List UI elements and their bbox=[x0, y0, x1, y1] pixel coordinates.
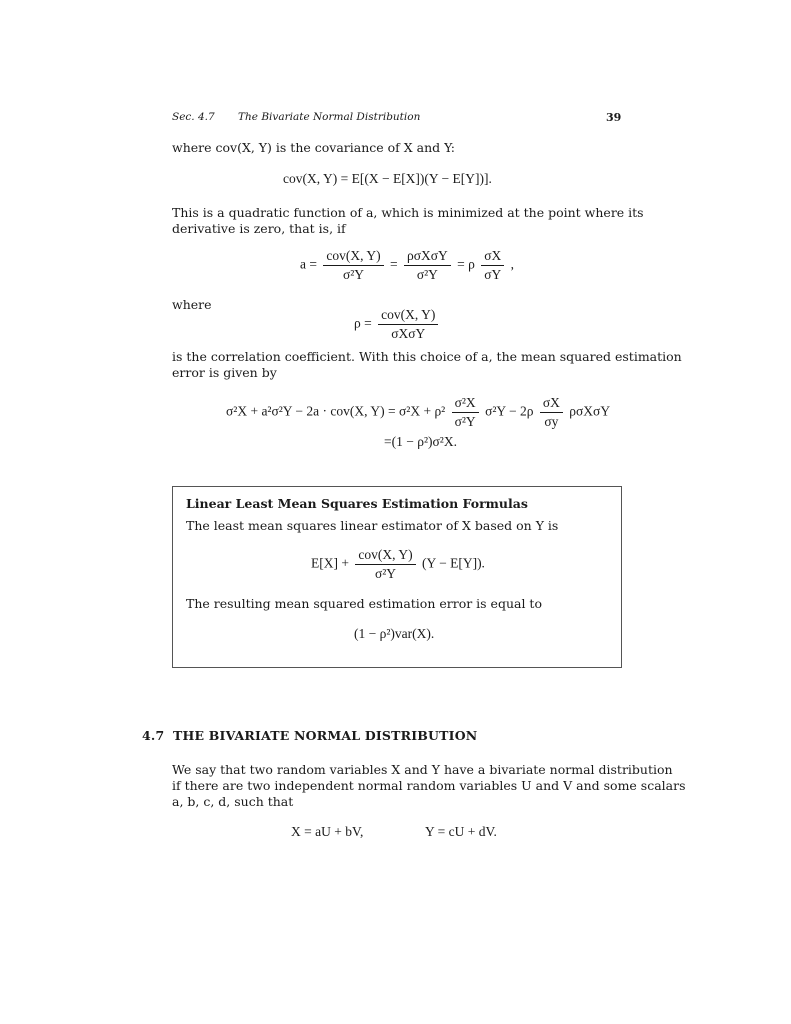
header-section: Sec. 4.7 bbox=[172, 111, 215, 123]
box-eq-rhs: (Y − E[Y]). bbox=[421, 555, 485, 571]
paragraph-quadratic-line1: This is a quadratic function of a, which is minimized at the point where its bbox=[172, 205, 644, 220]
eq-mse-frac1 bbox=[452, 395, 479, 430]
equation-y: Y = cU + dV. bbox=[425, 824, 497, 839]
eq-a-eq2: = bbox=[389, 256, 398, 272]
page-number: 39 bbox=[606, 111, 622, 124]
box-line1: The least mean squares linear estimator of X based on Y is bbox=[186, 518, 559, 533]
equation-mse-line2: =(1 − ρ²)σ²X. bbox=[384, 434, 457, 449]
eq-a-eq3: = ρ bbox=[457, 256, 475, 272]
paragraph-correlation-line2: error is given by bbox=[172, 365, 277, 380]
box-title: Linear Least Mean Squares Estimation Formulas bbox=[186, 496, 528, 511]
eq-a-frac1-num: cov(X, Y) bbox=[323, 248, 383, 266]
eq-mse-lhs: σ²X + a²σ²Y − 2a · cov(X, Y) = bbox=[226, 403, 396, 419]
paragraph-bivariate-line3: a, b, c, d, such that bbox=[172, 794, 294, 809]
eq-a-lhs: a = bbox=[300, 256, 317, 272]
label-where: where bbox=[172, 297, 212, 312]
eq-mse-frac1-den: σ²Y bbox=[454, 414, 476, 429]
header-title: The Bivariate Normal Distribution bbox=[238, 111, 421, 123]
eq-a-frac2-den: σ²Y bbox=[416, 267, 438, 282]
paragraph-bivariate-line2: if there are two independent normal random variables U and V and some scalars bbox=[172, 778, 686, 793]
box-equation-error: (1 − ρ²)var(X). bbox=[354, 626, 435, 641]
paragraph-covariance: where cov(X, Y) is the covariance of X and Y: bbox=[172, 140, 456, 155]
eq-a-tail: , bbox=[510, 256, 515, 272]
eq-a-frac3 bbox=[481, 248, 504, 283]
eq-mse-frac2-num: σX bbox=[540, 395, 563, 413]
equation-rho bbox=[354, 307, 441, 342]
eq-a-frac1-den: σ²Y bbox=[342, 267, 365, 282]
eq-a-frac3-den: σY bbox=[484, 267, 502, 282]
box-line2: The resulting mean squared estimation error is equal to bbox=[186, 596, 542, 611]
box-eq-frac bbox=[355, 547, 415, 582]
eq-a-frac3-num: σX bbox=[481, 248, 504, 266]
equation-x: X = aU + bV, bbox=[291, 824, 364, 839]
eq-mse-frac2-den: σy bbox=[544, 414, 559, 429]
paragraph-correlation-line1: is the correlation coefficient. With this choice of a, the mean squared estimation bbox=[172, 349, 682, 364]
eq-rho-lhs: ρ = bbox=[354, 315, 372, 331]
box-eq-den: σ²Y bbox=[374, 566, 397, 581]
eq-mse-frac2 bbox=[540, 395, 563, 430]
section-title: THE BIVARIATE NORMAL DISTRIBUTION bbox=[173, 728, 478, 743]
eq-rho-frac bbox=[378, 307, 438, 342]
eq-a-frac2-num: ρσXσY bbox=[404, 248, 451, 266]
eq-rho-den: σXσY bbox=[391, 326, 426, 341]
paragraph-bivariate-line1: We say that two random variables X and Y have a bivariate normal distribution bbox=[172, 762, 673, 777]
equation-a bbox=[300, 248, 514, 283]
equation-mse-line1 bbox=[226, 395, 610, 430]
paragraph-quadratic-line2: derivative is zero, that is, if bbox=[172, 221, 346, 236]
formula-box bbox=[172, 486, 622, 668]
section-number: 4.7 bbox=[142, 728, 165, 743]
eq-a-frac1 bbox=[323, 248, 383, 283]
eq-a-frac2 bbox=[404, 248, 451, 283]
box-eq-lhs: E[X] + bbox=[311, 555, 349, 571]
box-eq-num: cov(X, Y) bbox=[355, 547, 415, 565]
eq-rho-num: cov(X, Y) bbox=[378, 307, 438, 325]
eq-mse-rhs-a: σ²X + ρ² bbox=[399, 403, 446, 419]
box-equation-estimator bbox=[311, 547, 485, 582]
eq-mse-rhs-b: σ²Y − 2ρ bbox=[485, 403, 534, 419]
equation-covariance: cov(X, Y) = E[(X − E[X])(Y − E[Y])]. bbox=[283, 171, 492, 186]
eq-mse-frac1-num: σ²X bbox=[452, 395, 479, 413]
eq-mse-rhs-c: ρσXσY bbox=[569, 403, 611, 419]
